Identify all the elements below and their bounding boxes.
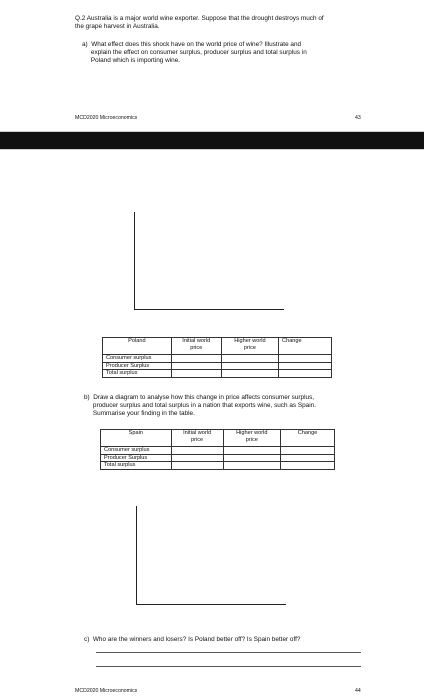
table-header-cell: Change [281,430,335,447]
table-cell-empty [171,462,223,470]
table-cell-empty [171,370,221,378]
table-header-cell: Change [279,338,332,355]
table-cell-empty [221,362,278,370]
table-header-cell: Initial world price [171,338,221,355]
part-a-text: a) What effect does this shock have on the world price of wine? Illustrate and explain the effect on consumer surplus, producer surplus and total surplus in Poland which is importing wine. [82,41,307,64]
table-cell-empty [279,362,332,370]
table-header-cell: Initial world price [171,430,223,447]
page-43 [0,0,424,132]
table-row-label: Producer Surplus [103,362,172,370]
table-cell-empty [221,370,278,378]
answer-line [96,666,361,667]
diagram-poland-x-axis [134,309,284,310]
footer-course: MCD2020 Microeconomics [75,115,138,121]
table-cell-empty [279,355,332,363]
footer-course: MCD2020 Microeconomics [75,688,138,694]
table-spain [100,429,335,470]
table-header-cell: Higher world price [223,430,280,447]
table-cell-empty [281,462,335,470]
table-header-cell: Higher world price [221,338,278,355]
table-row [103,355,332,363]
table-row [101,454,335,462]
table-header-row [103,338,332,355]
table-cell-empty [223,462,280,470]
table-poland [102,337,332,378]
table-row-label: Total surplus [101,462,172,470]
table-header-row [101,430,335,447]
footer-page-number: 43 [355,115,361,121]
footer-page-number: 44 [355,688,361,694]
question-text: Q.2 Australia is a major world wine exporter. Suppose that the drought destroys much of the grape harvest in Australia. [75,15,324,30]
diagram-spain-y-axis [136,506,137,604]
table-cell-empty [171,447,223,455]
table-row-label: Consumer surplus [101,447,172,455]
table-cell-empty [223,447,280,455]
part-c-text: c) Who are the winners and losers? Is Poland better off? Is Spain better off? [84,636,301,643]
table-cell-empty [221,355,278,363]
table-cell-empty [279,370,332,378]
table-cell-empty [223,454,280,462]
table-header-cell: Poland [103,338,172,355]
table-row [103,370,332,378]
table-row-label: Total surplus [103,370,172,378]
table-cell-empty [171,454,223,462]
part-b-text: b) Draw a diagram to analyse how this change in price affects consumer surplus, producer surplus and total surplus in a nation that exports wine, such as Spain. Summarise your finding in the table. [84,394,316,417]
table-cell-empty [171,355,221,363]
table-cell-empty [171,362,221,370]
table-row-label: Producer Surplus [101,454,172,462]
page-44 [0,149,424,700]
diagram-spain-x-axis [136,604,286,605]
table-cell-empty [281,447,335,455]
table-row [103,362,332,370]
table-row [101,462,335,470]
diagram-poland-y-axis [134,212,135,309]
table-cell-empty [281,454,335,462]
page-separator [0,132,424,149]
table-header-cell: Spain [101,430,172,447]
answer-line [96,652,361,653]
table-row-label: Consumer surplus [103,355,172,363]
table-row [101,447,335,455]
